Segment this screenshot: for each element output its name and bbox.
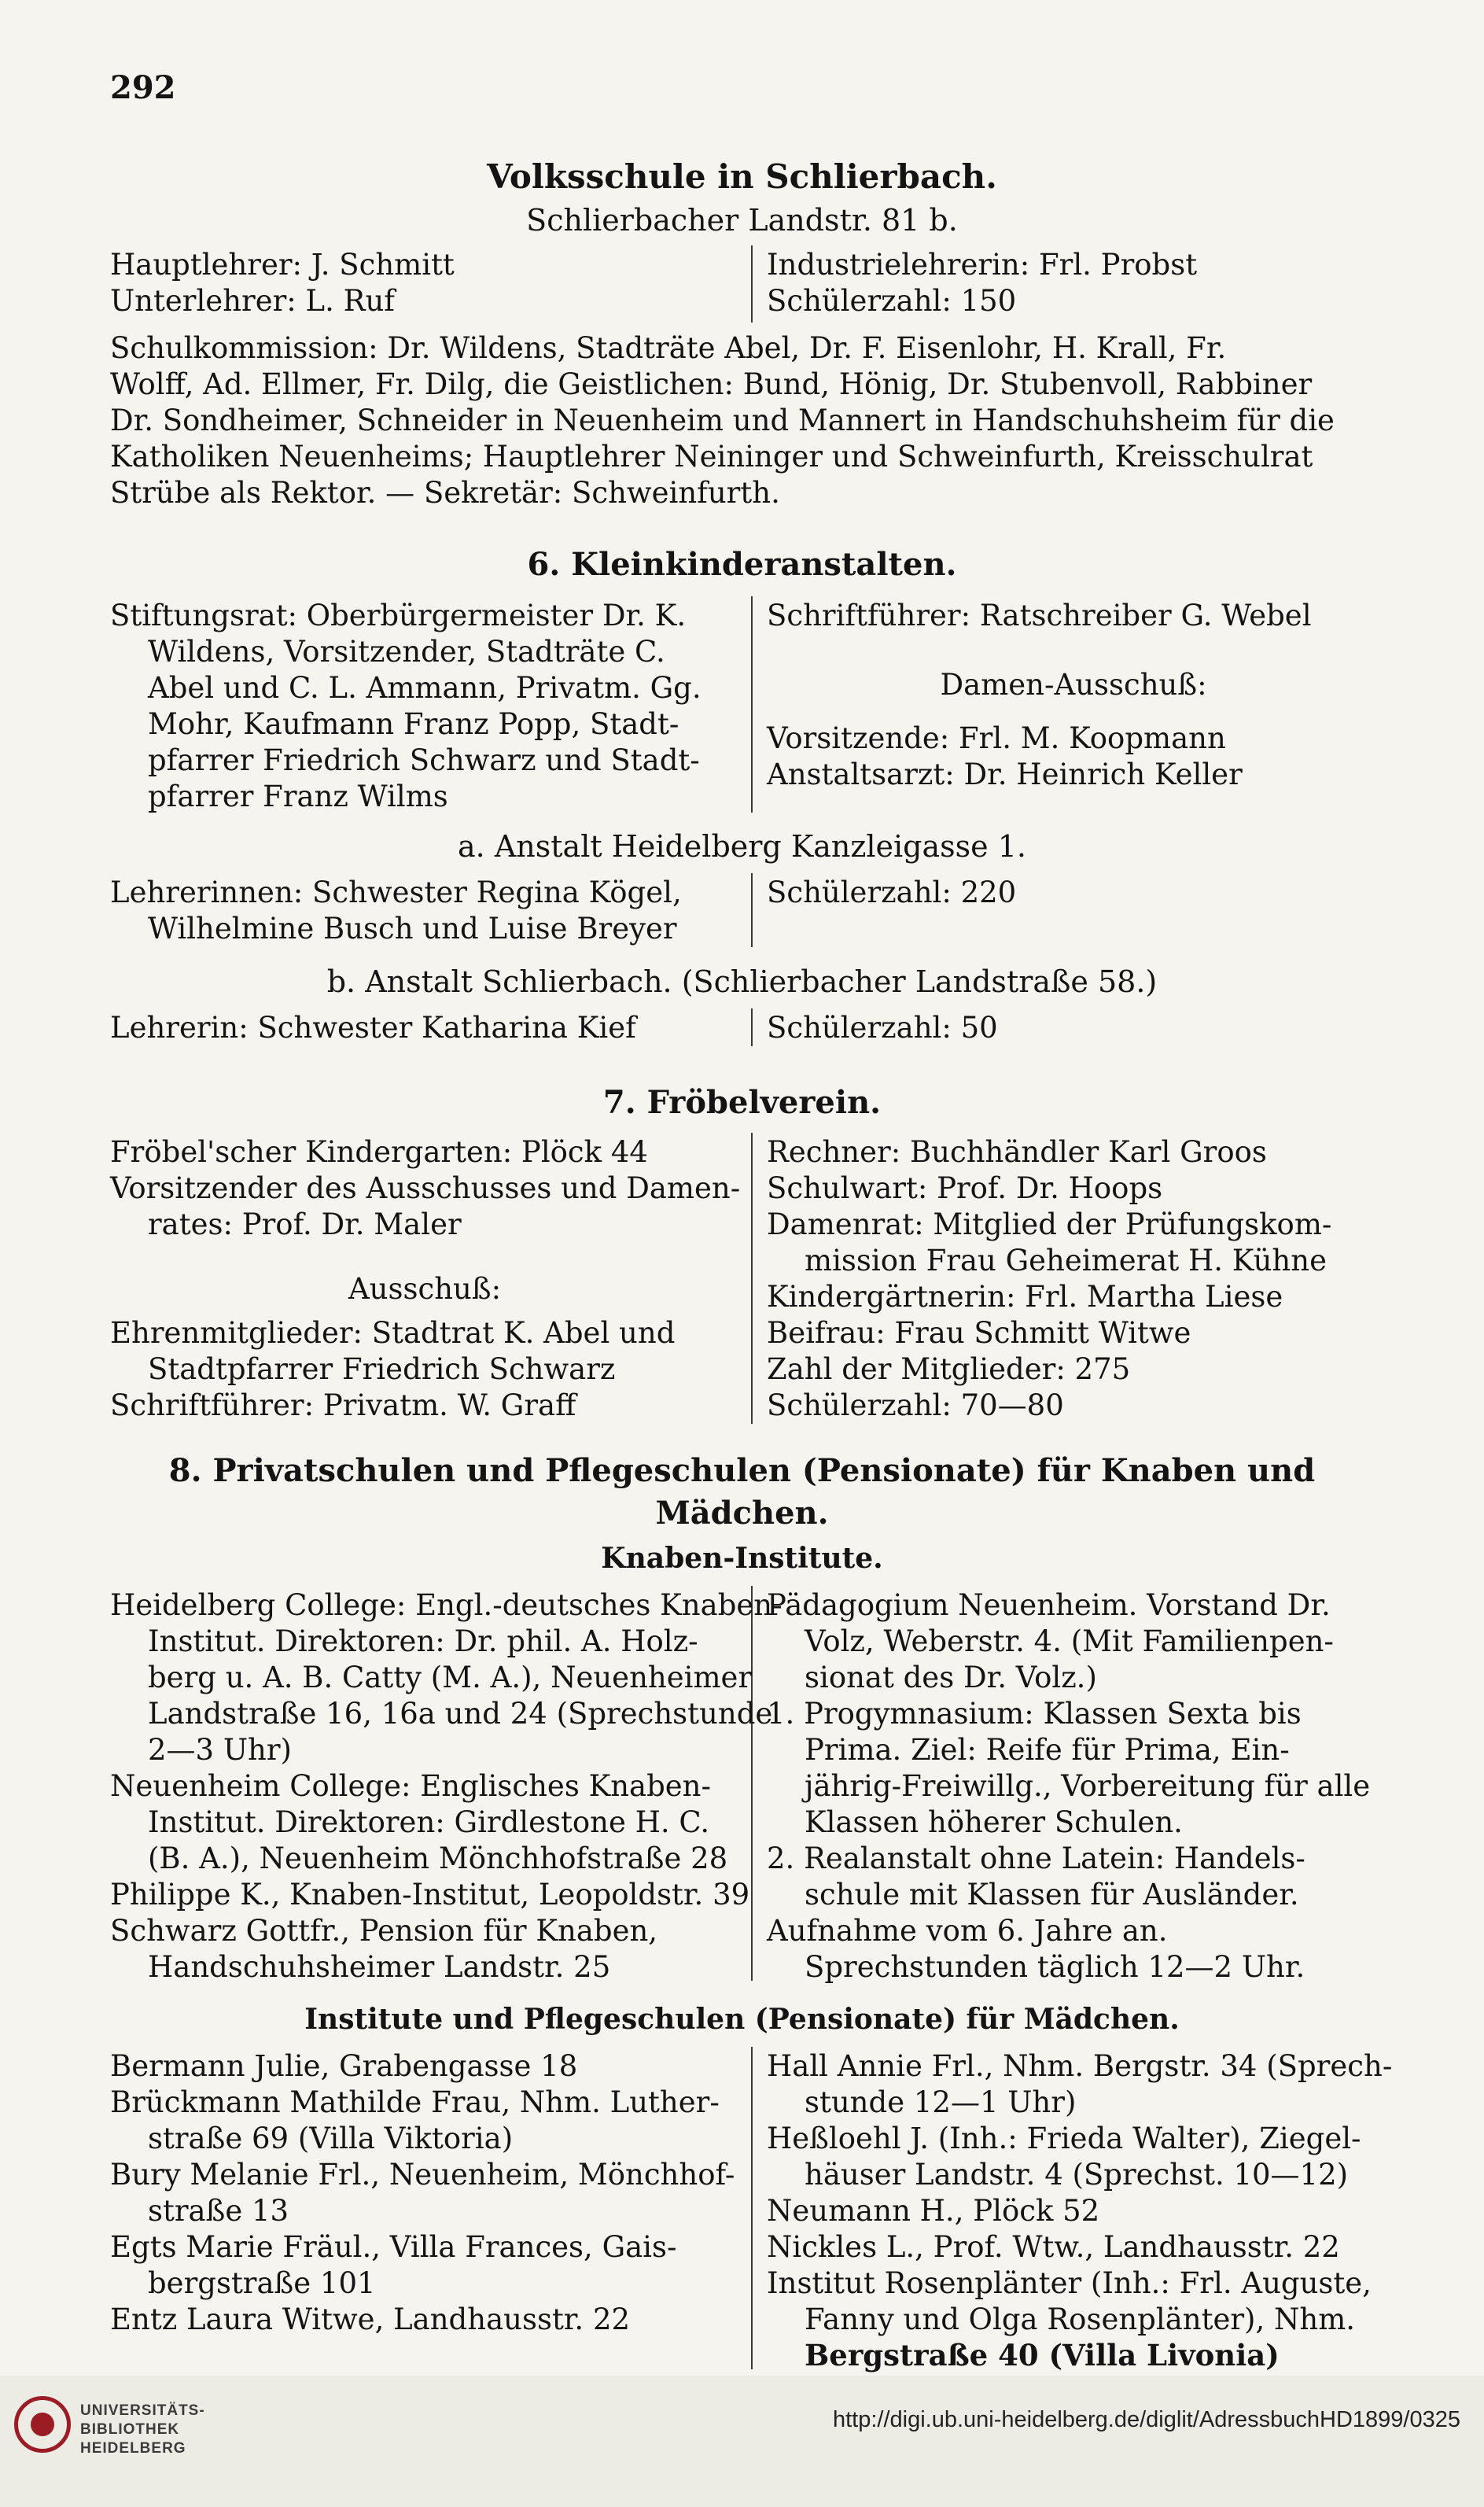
staff-entry: Schülerzahl: 150 xyxy=(767,284,1017,318)
permalink-url[interactable]: http://digi.ub.uni-heidelberg.de/diglit/AdressbuchHD1899/0325 xyxy=(832,2407,1460,2432)
girls-institutes-heading: Institute und Pflegeschulen (Pensionate) für Mädchen. xyxy=(304,2003,1180,2036)
section-heading-8-continued: Mädchen. xyxy=(655,1495,829,1532)
subsection-heading-a: a. Anstalt Heidelberg Kanzleigasse 1. xyxy=(458,829,1026,864)
association-entry: Schriftführer: Privatm. W. Graff xyxy=(110,1388,576,1422)
boys-institutes-heading: Knaben-Institute. xyxy=(601,1542,883,1575)
commission-text: Dr. Sondheimer, Schneider in Neuenheim und Mannert in Handschuhsheim für die xyxy=(110,404,1335,437)
committee-heading: Damen-Ausschuß: xyxy=(940,668,1207,702)
association-entry: Vorsitzender des Ausschusses und Damen- xyxy=(110,1171,741,1205)
column-divider xyxy=(751,596,753,813)
board-entry: pfarrer Franz Wilms xyxy=(148,780,448,813)
institute-entry: schule mit Klassen für Ausländer. xyxy=(805,1878,1299,1912)
institute-entry: Landstraße 16, 16a und 24 (Sprechstunde xyxy=(148,1697,773,1731)
institute-entry: 2—3 Uhr) xyxy=(148,1733,292,1767)
institute-entry: straße 69 (Villa Viktoria) xyxy=(148,2122,514,2155)
staff-entry: Hauptlehrer: J. Schmitt xyxy=(110,248,455,282)
institute-entry: Hall Annie Frl., Nhm. Bergstr. 34 (Sprech- xyxy=(767,2049,1393,2083)
association-entry: Rechner: Buchhändler Karl Groos xyxy=(767,1135,1267,1169)
board-entry: Mohr, Kaufmann Franz Popp, Stadt- xyxy=(148,707,679,741)
staff-entry: Wilhelmine Busch und Luise Breyer xyxy=(148,912,677,946)
institute-entry: Institut. Direktoren: Dr. phil. A. Holz- xyxy=(148,1624,698,1658)
institute-entry: Brückmann Mathilde Frau, Nhm. Luther- xyxy=(110,2085,720,2119)
institute-entry: Neumann H., Plöck 52 xyxy=(767,2194,1100,2228)
subsection-heading-b: b. Anstalt Schlierbach. (Schlierbacher Landstraße 58.) xyxy=(326,964,1158,999)
institute-entry: Heidelberg College: Engl.-deutsches Knaben- xyxy=(110,1588,783,1622)
association-entry: Fröbel'scher Kindergarten: Plöck 44 xyxy=(110,1135,648,1169)
pupil-count: Schülerzahl: 50 xyxy=(767,1011,998,1045)
library-name-line: BIBLIOTHEK xyxy=(80,2421,180,2438)
library-name-line: HEIDELBERG xyxy=(80,2440,186,2457)
association-entry: Beifrau: Frau Schmitt Witwe xyxy=(767,1316,1191,1350)
column-divider xyxy=(751,245,753,323)
board-entry: Abel und C. L. Ammann, Privatm. Gg. xyxy=(148,671,701,705)
institute-entry: straße 13 xyxy=(148,2194,289,2228)
institute-entry: Institut Rosenplänter (Inh.: Frl. Auguste, xyxy=(767,2266,1372,2300)
institute-entry: Pädagogium Neuenheim. Vorstand Dr. xyxy=(767,1588,1331,1622)
committee-heading: Ausschuß: xyxy=(348,1272,502,1306)
institute-entry: Neuenheim College: Englisches Knaben- xyxy=(110,1769,712,1803)
association-entry: Zahl der Mitglieder: 275 xyxy=(767,1352,1131,1386)
institute-entry: Heßloehl J. (Inh.: Frieda Walter), Ziegel- xyxy=(767,2122,1361,2155)
institute-entry: berg u. A. B. Catty (M. A.), Neuenheimer xyxy=(148,1661,753,1694)
board-entry: Stiftungsrat: Oberbürgermeister Dr. K. xyxy=(110,599,687,632)
commission-text: Wolff, Ad. Ellmer, Fr. Dilg, die Geistlichen: Bund, Hönig, Dr. Stubenvoll, Rabbiner xyxy=(110,367,1313,401)
association-entry: rates: Prof. Dr. Maler xyxy=(148,1207,462,1241)
institute-entry: stunde 12—1 Uhr) xyxy=(805,2085,1077,2119)
association-entry: Schülerzahl: 70—80 xyxy=(767,1388,1064,1422)
association-entry: Ehrenmitglieder: Stadtrat K. Abel und xyxy=(110,1316,676,1350)
viewer-footer xyxy=(0,2376,1484,2507)
column-divider xyxy=(751,1586,753,1981)
staff-entry: Lehrerinnen: Schwester Regina Kögel, xyxy=(110,876,682,909)
institute-entry: Philippe K., Knaben-Institut, Leopoldstr. 39 xyxy=(110,1878,750,1912)
association-entry: Kindergärtnerin: Frl. Martha Liese xyxy=(767,1280,1283,1314)
institute-entry: Prima. Ziel: Reife für Prima, Ein- xyxy=(805,1733,1290,1767)
section-heading-volksschule: Volksschule in Schlierbach. xyxy=(487,157,997,196)
commission-text: Schulkommission: Dr. Wildens, Stadträte Abel, Dr. F. Eisenlohr, H. Krall, Fr. xyxy=(110,331,1227,365)
institute-entry: sionat des Dr. Volz.) xyxy=(805,1661,1097,1694)
board-entry: Vorsitzende: Frl. M. Koopmann xyxy=(767,721,1226,755)
section-heading-8: 8. Privatschulen und Pflegeschulen (Pensionate) für Knaben und xyxy=(168,1452,1316,1489)
institute-entry: Klassen höherer Schulen. xyxy=(805,1805,1183,1839)
staff-entry: Industrielehrerin: Frl. Probst xyxy=(767,248,1198,282)
institute-entry: Nickles L., Prof. Wtw., Landhausstr. 22 xyxy=(767,2230,1340,2264)
column-divider xyxy=(751,1008,753,1046)
board-entry: Schriftführer: Ratschreiber G. Webel xyxy=(767,599,1312,632)
institute-entry: bergstraße 101 xyxy=(148,2266,376,2300)
institute-entry: Bury Melanie Frl., Neuenheim, Mönchhof- xyxy=(110,2158,735,2192)
page-number: 292 xyxy=(110,69,176,106)
board-entry: Anstaltsarzt: Dr. Heinrich Keller xyxy=(767,758,1243,791)
pupil-count: Schülerzahl: 220 xyxy=(767,876,1017,909)
institute-entry: Sprechstunden täglich 12—2 Uhr. xyxy=(805,1950,1305,1984)
commission-text: Katholiken Neuenheims; Hauptlehrer Neininger und Schweinfurth, Kreisschulrat xyxy=(110,440,1313,474)
column-divider xyxy=(751,1133,753,1424)
library-name-line: UNIVERSITÄTS- xyxy=(80,2402,205,2419)
section-heading-6: 6. Kleinkinderanstalten. xyxy=(527,546,957,583)
institute-entry: Egts Marie Fräul., Villa Frances, Gais- xyxy=(110,2230,677,2264)
school-address: Schlierbacher Landstr. 81 b. xyxy=(526,203,958,238)
staff-entry: Unterlehrer: L. Ruf xyxy=(110,284,395,318)
institute-entry: Volz, Weberstr. 4. (Mit Familienpen- xyxy=(805,1624,1334,1658)
institute-entry: Entz Laura Witwe, Landhausstr. 22 xyxy=(110,2302,631,2336)
board-entry: pfarrer Friedrich Schwarz und Stadt- xyxy=(148,743,700,777)
institute-entry: 1. Progymnasium: Klassen Sexta bis xyxy=(767,1697,1302,1731)
association-entry: mission Frau Geheimerat H. Kühne xyxy=(805,1244,1327,1277)
column-divider xyxy=(751,873,753,947)
institute-entry: jährig-Freiwillg., Vorbereitung für alle xyxy=(805,1769,1371,1803)
commission-text: Strübe als Rektor. — Sekretär: Schweinfurth. xyxy=(110,476,780,510)
institute-entry: Handschuhsheimer Landstr. 25 xyxy=(148,1950,611,1984)
staff-entry: Lehrerin: Schwester Katharina Kief xyxy=(110,1011,636,1045)
institute-entry: Aufnahme vom 6. Jahre an. xyxy=(767,1914,1168,1948)
institute-entry: 2. Realanstalt ohne Latein: Handels- xyxy=(767,1842,1305,1875)
board-entry: Wildens, Vorsitzender, Stadträte C. xyxy=(148,635,665,669)
institute-entry: Institut. Direktoren: Girdlestone H. C. xyxy=(148,1805,710,1839)
institute-entry: Schwarz Gottfr., Pension für Knaben, xyxy=(110,1914,658,1948)
column-divider xyxy=(751,2047,753,2369)
section-heading-7: 7. Fröbelverein. xyxy=(602,1084,882,1121)
institute-entry: (B. A.), Neuenheim Mönchhofstraße 28 xyxy=(148,1842,728,1875)
association-entry: Schulwart: Prof. Dr. Hoops xyxy=(767,1171,1163,1205)
institute-entry: häuser Landstr. 4 (Sprechst. 10—12) xyxy=(805,2158,1349,2192)
institute-entry: Fanny und Olga Rosenplänter), Nhm. xyxy=(805,2302,1356,2336)
institute-entry: Bermann Julie, Grabengasse 18 xyxy=(110,2049,578,2083)
institute-entry: Bergstraße 40 (Villa Livonia) xyxy=(805,2338,1280,2372)
association-entry: Stadtpfarrer Friedrich Schwarz xyxy=(148,1352,616,1386)
association-entry: Damenrat: Mitglied der Prüfungskom- xyxy=(767,1207,1332,1241)
university-seal-icon xyxy=(14,2396,71,2453)
